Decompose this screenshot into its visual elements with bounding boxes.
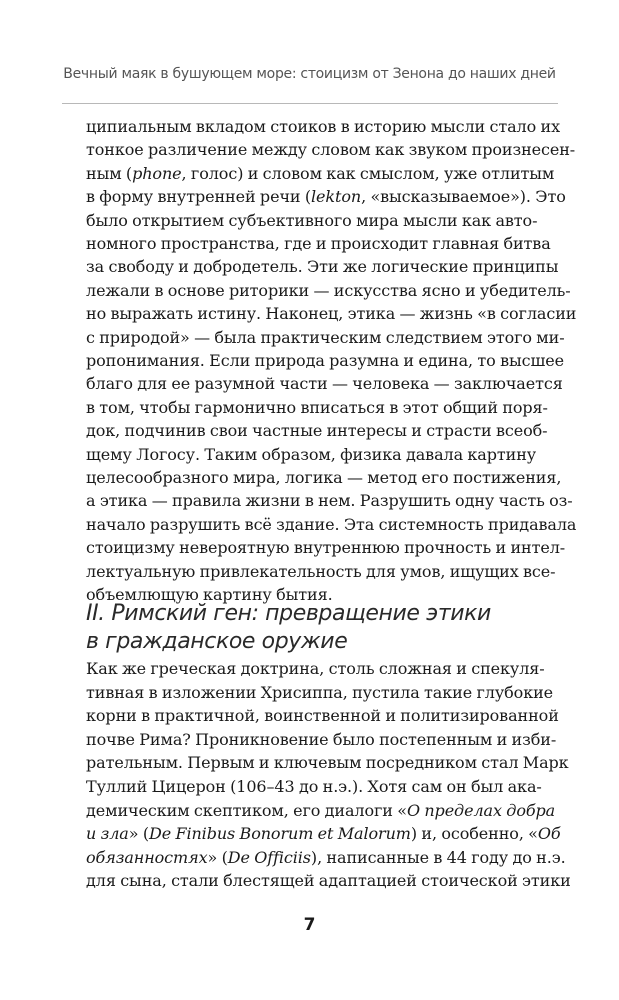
italic-term: О пределах добра (406, 800, 556, 820)
text-segment: док, подчинив свои частные интересы и страсти всеоб- (86, 421, 548, 441)
text-line (86, 184, 566, 210)
text-segment: тонкое различение между словом как звуком произнесен- (86, 140, 576, 160)
text-line (86, 442, 537, 468)
text-segment: для сына, стали блестящей адаптацией стоической этики (86, 871, 571, 891)
text-line (86, 114, 560, 140)
text-segment: благо для ее разумной части — человека — заключается (86, 374, 563, 394)
text-line (86, 750, 569, 776)
text-line (86, 278, 571, 304)
text-line (86, 535, 566, 561)
text-segment: ), написанные в 44 году до н.э. (310, 847, 566, 867)
text-segment: с природой» — была практическим следствием этого ми- (86, 327, 565, 347)
text-segment: почве Рима? Проникновение было постепенным и изби- (86, 729, 557, 749)
text-segment: стоицизму невероятную внутреннюю прочность и интел- (86, 538, 566, 558)
text-line (86, 488, 573, 514)
text-segment: демическим скептиком, его диалоги « (86, 800, 407, 820)
text-line (86, 371, 563, 397)
text-line (86, 418, 548, 444)
text-segment: лежали в основе риторики — искусства ясно и убедитель- (86, 280, 571, 300)
section-heading-line-2: в гражданское оружие (86, 629, 348, 654)
page-number: 7 (303, 915, 316, 935)
section-heading-line-1: II. Римский ген: превращение этики (86, 601, 491, 626)
text-segment: начало разрушить всё здание. Эта системность придавала (86, 514, 577, 534)
text-line (86, 231, 551, 257)
text-segment: » ( (207, 847, 228, 867)
text-line (86, 868, 571, 894)
text-line (86, 137, 576, 163)
text-line (86, 821, 561, 847)
text-segment: в форму внутренней речи ( (86, 187, 312, 207)
text-segment: в том, чтобы гармонично вписаться в этот общий поря- (86, 397, 548, 417)
text-line (86, 465, 562, 491)
text-line (86, 656, 545, 682)
italic-term: De Officiis (227, 847, 311, 867)
text-line (86, 208, 538, 234)
text-segment: ным ( (86, 163, 133, 183)
text-segment: » ( (128, 824, 149, 844)
text-line (86, 559, 556, 585)
text-line (86, 798, 556, 824)
text-segment: за свободу и добродетель. Эти же логические принципы (86, 257, 559, 277)
text-line (86, 727, 557, 753)
text-line (86, 325, 565, 351)
text-segment: , голос) и словом как смыслом, уже отлитым (181, 163, 555, 183)
text-segment: целесообразного мира, логика — метод его постижения, (86, 468, 562, 487)
text-line (86, 348, 565, 374)
text-segment: Как же греческая доктрина, столь сложная и спекуля- (86, 659, 545, 678)
text-segment: было открытием субъективного мира мысли как авто- (86, 210, 538, 230)
text-segment: лектуальную привлекательность для умов, ищущих все- (86, 561, 556, 581)
italic-term: De Finibus Bonorum et Malorum (148, 824, 411, 844)
header-rule (62, 103, 558, 104)
text-segment: ропонимания. Если природа разумна и едина, то высшее (86, 351, 565, 370)
italic-term: и зла (86, 824, 129, 844)
text-line (86, 395, 548, 421)
text-segment: рательным. Первым и ключевым посредником стал Марк (86, 753, 569, 773)
text-segment: ципиальным вкладом стоиков в историю мысли стало их (86, 117, 560, 136)
italic-term: обязанностях (86, 847, 208, 867)
text-segment: ) и, особенно, « (410, 824, 538, 844)
text-segment: но выражать истину. Наконец, этика — жизнь «в согласии (86, 304, 577, 324)
text-line (86, 774, 542, 800)
text-segment: , «высказываемое»). Это (361, 187, 566, 207)
text-line (86, 301, 577, 327)
text-segment: номного пространства, где и происходит главная битва (86, 234, 551, 253)
text-line (86, 512, 577, 538)
text-segment: щему Логосу. Таким образом, физика давала картину (86, 444, 537, 464)
text-line (86, 680, 554, 706)
running-head: Вечный маяк в бушующем море: стоицизм от Зенона до наших дней (63, 66, 556, 82)
text-segment: объемлющую картину бытия. (86, 585, 333, 604)
italic-term: phone (132, 163, 182, 183)
text-line (86, 161, 555, 187)
text-segment: корни в практичной, воинственной и политизированной (86, 706, 559, 726)
text-line (86, 254, 559, 280)
text-segment: а этика — правила жизни в нем. Разрушить одну часть оз- (86, 491, 573, 511)
text-line (86, 845, 566, 871)
text-segment: тивная в изложении Хрисиппа, пустила такие глубокие (86, 682, 554, 702)
text-line (86, 703, 559, 729)
text-segment: Туллий Цицерон (106–43 до н.э.). Хотя сам он был ака- (86, 777, 542, 796)
italic-term: Об (537, 824, 561, 844)
italic-term: lekton (311, 187, 362, 207)
